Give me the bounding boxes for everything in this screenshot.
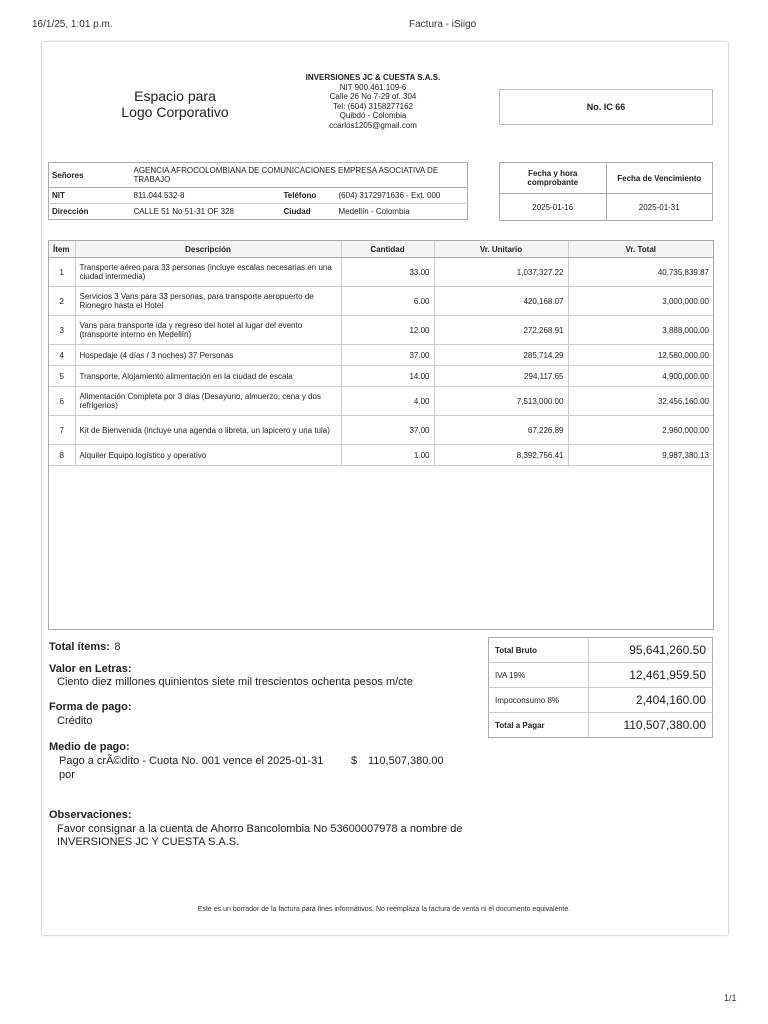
due-date-label: Fecha de Vencimiento: [606, 163, 713, 194]
item-unit-price: 285,714.29: [434, 345, 568, 366]
item-row: [49, 345, 713, 366]
totals-amount: 2,404,160.00: [588, 688, 712, 713]
ciudad-label: Ciudad: [283, 207, 311, 216]
items-table: [49, 241, 713, 466]
logo-placeholder: [100, 88, 250, 120]
due-date-value: 2025-01-31: [606, 194, 713, 221]
totals-label: Impoconsumo 8%: [489, 688, 589, 713]
invoice-number: No. IC 66: [499, 89, 713, 125]
medio-pago-amount: 110,507,380.00: [368, 755, 444, 767]
logo-line-2: Logo Corporativo: [121, 104, 229, 120]
item-total: 32,456,160.00: [568, 387, 713, 416]
medio-pago-line1: Pago a crÃ©dito - Cuota No. 001 vence el 2025-01-31: [59, 755, 324, 767]
dates-table: [499, 162, 713, 221]
company-address: Calle 26 No 7-29 of. 304: [329, 92, 417, 102]
valor-letras-value: Ciento diez millones quinientos siete mil trescientos ochenta pesos m/cte: [57, 676, 413, 688]
item-unit-price: 7,513,000.00: [434, 387, 568, 416]
item-description: Vans para transporte ida y regreso del hotel al lugar del evento (transporte interno en Medellín): [75, 316, 341, 345]
item-total: 3,888,000.00: [568, 316, 713, 345]
senores-value: AGENCIA AFROCOLOMBIANA DE COMUNICACIONES EMPRESA ASOCIATIVA DE TRABAJO: [131, 163, 468, 188]
items-header-cell: Vr. Total: [568, 241, 713, 258]
total-items-label: Total ítems:: [49, 641, 110, 653]
item-description: Kit de Bienvenida (incluye una agenda o libreta, un lapicero y una tula): [75, 416, 341, 445]
item-number: 7: [49, 416, 75, 445]
print-page-title: Factura - iSiigo: [409, 19, 477, 30]
item-description: Alimentación Completa por 3 días (Desayuno, almuerzo, cena y dos refrigerios): [75, 387, 341, 416]
medio-pago-label: Medio de pago:: [49, 741, 130, 753]
logo-line-1: Espacio para: [134, 88, 216, 104]
item-description: Transporte, Alojamiento alimentación en la ciudad de escala: [75, 366, 341, 387]
item-unit-price: 420,168.07: [434, 287, 568, 316]
company-email: ccarlos1205@gmail.com: [329, 120, 417, 130]
page-indicator: 1/1: [724, 993, 737, 1003]
totals-label: Total Bruto: [489, 638, 589, 663]
senores-label: Señores: [49, 163, 131, 188]
item-total: 9,987,380.13: [568, 445, 713, 466]
totals-row: [489, 663, 713, 688]
items-header-cell: Cantidad: [341, 241, 434, 258]
item-unit-price: 294,117.65: [434, 366, 568, 387]
totals-label: IVA 19%: [489, 663, 589, 688]
item-unit-price: 272,268.91: [434, 316, 568, 345]
item-unit-price: 67,226.89: [434, 416, 568, 445]
item-description: Servicios 3 Vans para 33 personas, para transporte aeropuerto de Rionegro hasta el Hotel: [75, 287, 341, 316]
nit-label: NIT: [49, 188, 131, 204]
item-description: Hospedaje (4 días / 3 noches) 37 Personas: [75, 345, 341, 366]
observaciones-line2: INVERSIONES JC Y CUESTA S.A.S.: [57, 836, 240, 848]
item-total: 3,000,000.00: [568, 287, 713, 316]
item-row: [49, 445, 713, 466]
print-datetime: 16/1/25, 1:01 p.m.: [32, 19, 113, 30]
observaciones-label: Observaciones:: [49, 809, 132, 821]
item-total: 40,735,839.87: [568, 258, 713, 287]
total-items: [49, 637, 121, 655]
forma-pago-value: Crédito: [57, 715, 93, 727]
direccion-label: Dirección: [52, 207, 89, 216]
item-row: [49, 387, 713, 416]
item-number: 1: [49, 258, 75, 287]
company-name: INVERSIONES JC & CUESTA S.A.S.: [305, 73, 441, 82]
item-total: 12,580,000.00: [568, 345, 713, 366]
totals-row: [489, 713, 713, 738]
total-items-value: 8: [114, 641, 121, 653]
item-number: 8: [49, 445, 75, 466]
company-nit: NIT 900.461.109-6: [339, 82, 407, 92]
item-quantity: 12.00: [341, 316, 434, 345]
item-quantity: 14.00: [341, 366, 434, 387]
items-header-cell: Ítem: [49, 241, 75, 258]
item-row: [49, 316, 713, 345]
company-phone: Tel: (604) 3158277162: [332, 101, 414, 111]
item-quantity: 6.00: [341, 287, 434, 316]
medio-pago-line2: por: [59, 769, 75, 781]
client-info-table: [48, 162, 468, 220]
issue-date-value: 2025-01-16: [532, 202, 574, 212]
item-total: 2,960,000.00: [568, 416, 713, 445]
totals-amount: 12,461,959.50: [588, 663, 712, 688]
item-description: Transporte aéreo para 33 personas (incluye escalas necesarias en una ciudad intermedia): [75, 258, 341, 287]
totals-amount: 95,641,260.50: [588, 638, 712, 663]
items-header-cell: Descripción: [75, 241, 341, 258]
totals-row: [489, 688, 713, 713]
item-number: 4: [49, 345, 75, 366]
item-quantity: 4.00: [341, 387, 434, 416]
company-info: [280, 73, 466, 131]
nit-value: 811.044.532-8: [131, 188, 281, 204]
items-header-row: [49, 241, 713, 258]
item-number: 5: [49, 366, 75, 387]
totals-table: [488, 637, 713, 738]
item-row: [49, 416, 713, 445]
medio-pago-currency: $: [351, 755, 358, 767]
items-header-cell: Vr. Unitario: [434, 241, 568, 258]
issue-date-label: Fecha y hora comprobante: [500, 163, 607, 194]
item-total: 4,900,000.00: [568, 366, 713, 387]
item-unit-price: 8,392,756.41: [434, 445, 568, 466]
telefono-value: (604) 3172971636 - Ext. 000: [336, 188, 468, 204]
company-city: Quibdó - Colombia: [339, 111, 407, 121]
item-row: [49, 258, 713, 287]
item-quantity: 37.00: [341, 345, 434, 366]
item-row: [49, 366, 713, 387]
valor-letras-label: Valor en Letras:: [49, 663, 132, 675]
direccion-value: CALLE 51 No 51-31 OF 328: [133, 207, 235, 216]
ciudad-value: Medellín - Colombia: [338, 207, 410, 216]
totals-label: Total a Pagar: [495, 720, 545, 730]
totals-amount: 110,507,380.00: [588, 713, 712, 738]
totals-row: [489, 638, 713, 663]
item-row: [49, 287, 713, 316]
item-unit-price: 1,037,327.22: [434, 258, 568, 287]
item-quantity: 33.00: [341, 258, 434, 287]
item-number: 2: [49, 287, 75, 316]
items-table-container: [48, 240, 714, 630]
item-description: Alquiler Equipo logístico y operativo: [75, 445, 341, 466]
footer-disclaimer: Este es un borrador de la factura para fines informativos. No reemplaza la factura de venta ni el documento equivalente.: [197, 906, 571, 913]
item-quantity: 1.00: [341, 445, 434, 466]
observaciones-line1: Favor consignar a la cuenta de Ahorro Bancolombia No 53600007978 a nombre de: [57, 823, 463, 835]
forma-pago-label: Forma de pago:: [49, 701, 132, 713]
item-number: 6: [49, 387, 75, 416]
telefono-label: Teléfono: [281, 188, 336, 204]
item-quantity: 37.00: [341, 416, 434, 445]
item-number: 3: [49, 316, 75, 345]
